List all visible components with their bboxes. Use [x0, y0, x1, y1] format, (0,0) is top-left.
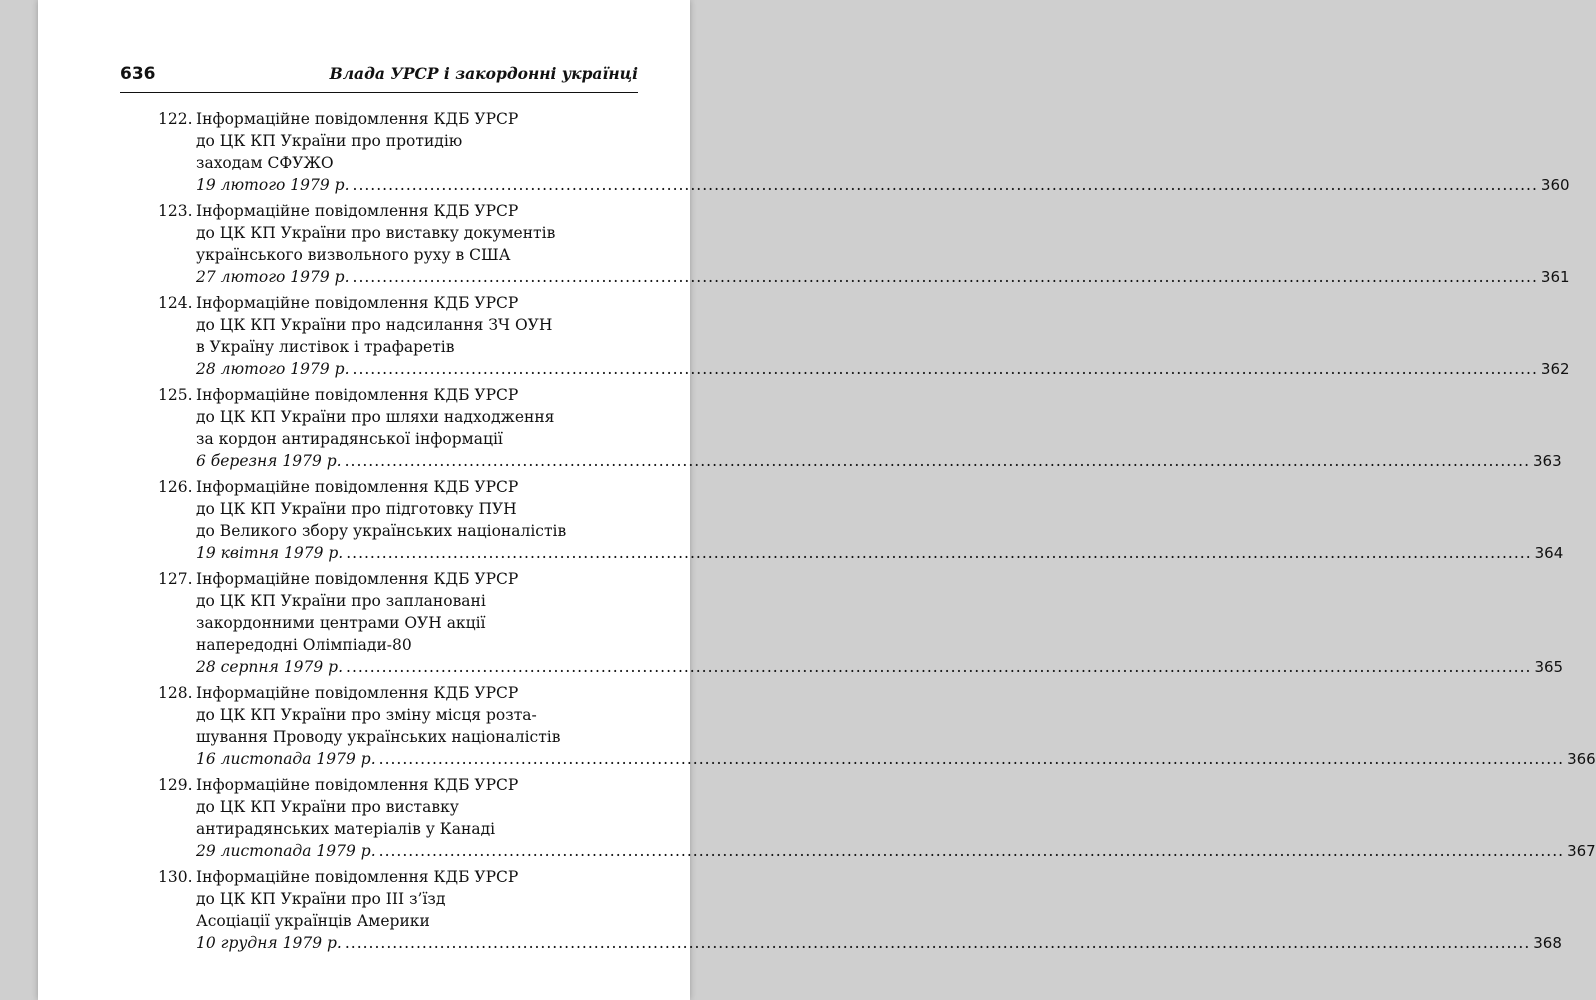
toc-entry-line [158, 476, 640, 498]
entry-title-text: шування Проводу українських націоналістів [196, 728, 561, 746]
toc-entry-line [158, 498, 640, 520]
entry-date: 10 грудня 1979 р. [196, 934, 342, 952]
toc-entry-line [158, 568, 640, 590]
entry-date-line [158, 174, 1570, 196]
toc-entry-line [158, 726, 640, 748]
entry-title-text: до ЦК КП України про протидію [196, 132, 463, 150]
entry-date: 29 листопада 1979 р. [196, 842, 376, 860]
entry-date-line [158, 840, 1596, 862]
entry-title-text: за кордон антирадянської інформації [196, 430, 503, 448]
entry-title-text: Інформаційне повідомлення КДБ УРСР [196, 776, 519, 794]
toc-entry-line [158, 774, 640, 796]
dot-leader: ........................................................................................................................................................................................................ [344, 934, 1531, 952]
entry-title-text: Інформаційне повідомлення КДБ УРСР [196, 868, 519, 886]
toc-entry-line [158, 682, 640, 704]
entry-number: 126. [158, 478, 193, 496]
toc-entry-line [158, 108, 640, 130]
entry-title-text: до ЦК КП України про виставку документів [196, 224, 556, 242]
entry-date-line [158, 266, 1570, 288]
toc-entry-line [158, 200, 640, 222]
dot-leader: ........................................................................................................................................................................................................ [352, 176, 1538, 194]
entry-title-text: Інформаційне повідомлення КДБ УРСР [196, 202, 519, 220]
toc-entry [158, 108, 1570, 196]
dot-leader: ........................................................................................................................................................................................................ [344, 452, 1530, 470]
entry-title-text: до ЦК КП України про ІІІ з’їзд [196, 890, 446, 908]
entry-page-number: 366 [1567, 750, 1596, 768]
dot-leader: ........................................................................................................................................................................................................ [378, 750, 1565, 768]
toc-entry-line [158, 130, 640, 152]
entry-page-number: 362 [1540, 360, 1570, 378]
entry-page-number: 360 [1540, 176, 1570, 194]
page-header [120, 60, 638, 90]
entry-title-text: напередодні Олімпіади-80 [196, 636, 412, 654]
toc-entry-line [158, 888, 640, 910]
toc-entry [158, 200, 1570, 288]
entry-title-text: Асоціації українців Америки [196, 912, 430, 930]
dot-leader: ........................................................................................................................................................................................................ [352, 360, 1538, 378]
entry-title-text: українського визвольного руху в США [196, 246, 511, 264]
dot-leader: ........................................................................................................................................................................................................ [346, 544, 1532, 562]
toc-entry-line [158, 384, 640, 406]
toc-entry-line [158, 796, 640, 818]
entry-title-text: Інформаційне повідомлення КДБ УРСР [196, 478, 519, 496]
toc-entry-line [158, 292, 640, 314]
entry-page-number: 364 [1534, 544, 1564, 562]
entry-title-text: до ЦК КП України про зміну місця розта- [196, 706, 537, 724]
toc-entry-line [158, 244, 640, 266]
entry-date-line [158, 656, 1564, 678]
toc-entry [158, 384, 1562, 472]
toc-entry-line [158, 406, 640, 428]
toc-entry [158, 476, 1564, 564]
entry-title-text: до ЦК КП України про надсилання ЗЧ ОУН [196, 316, 553, 334]
entry-date-line [158, 542, 1564, 564]
toc-entry-line [158, 314, 640, 336]
entry-page-number: 361 [1540, 268, 1570, 286]
entry-page-number: 365 [1534, 658, 1564, 676]
entry-title-text: до ЦК КП України про шляхи надходження [196, 408, 555, 426]
entry-date: 28 серпня 1979 р. [196, 658, 344, 676]
toc-entry-line [158, 336, 640, 358]
entry-page-number: 367 [1567, 842, 1596, 860]
toc-entry-line [158, 704, 640, 726]
toc-entry-line [158, 428, 640, 450]
entry-date: 19 квітня 1979 р. [196, 544, 344, 562]
entry-number: 125. [158, 386, 193, 404]
toc-entries [158, 108, 1596, 958]
toc-entry-line [158, 520, 640, 542]
entry-title-text: Інформаційне повідомлення КДБ УРСР [196, 294, 519, 312]
toc-entry-line [158, 866, 640, 888]
header-rule [120, 92, 638, 93]
entry-number: 123. [158, 202, 193, 220]
entry-number: 129. [158, 776, 193, 794]
entry-title-text: закордонними центрами ОУН акції [196, 614, 486, 632]
entry-title-text: заходам СФУЖО [196, 154, 334, 172]
entry-date: 28 лютого 1979 р. [196, 360, 350, 378]
toc-entry-line [158, 590, 640, 612]
entry-number: 127. [158, 570, 193, 588]
dot-leader: ........................................................................................................................................................................................................ [378, 842, 1565, 860]
toc-entry-line [158, 152, 640, 174]
entry-date: 16 листопада 1979 р. [196, 750, 376, 768]
dot-leader: ........................................................................................................................................................................................................ [346, 658, 1532, 676]
toc-entry [158, 292, 1570, 380]
entry-title-text: до ЦК КП України про виставку [196, 798, 459, 816]
entry-date-line [158, 932, 1562, 954]
toc-entry [158, 774, 1596, 862]
entry-title-text: антирадянських матеріалів у Канаді [196, 820, 496, 838]
toc-entry [158, 568, 1564, 678]
entry-date: 19 лютого 1979 р. [196, 176, 350, 194]
toc-entry [158, 682, 1596, 770]
book-page [38, 0, 1596, 1000]
toc-entry-line [158, 634, 640, 656]
entry-number: 122. [158, 110, 193, 128]
entry-date-line [158, 748, 1596, 770]
entry-date-line [158, 358, 1570, 380]
entry-date-line [158, 450, 1562, 472]
running-title: Влада УРСР і закордонні українці [329, 64, 638, 83]
toc-entry-line [158, 222, 640, 244]
entry-date: 6 березня 1979 р. [196, 452, 342, 470]
entry-page-number: 363 [1533, 452, 1562, 470]
entry-title-text: до ЦК КП України про підготовку ПУН [196, 500, 517, 518]
toc-entry-line [158, 910, 640, 932]
dot-leader: ........................................................................................................................................................................................................ [352, 268, 1538, 286]
toc-entry-line [158, 818, 640, 840]
entry-title-text: до Великого збору українських націоналістів [196, 522, 567, 540]
entry-number: 124. [158, 294, 193, 312]
entry-title-text: в Україну листівок і трафаретів [196, 338, 455, 356]
entry-title-text: Інформаційне повідомлення КДБ УРСР [196, 570, 519, 588]
page-number: 636 [120, 64, 156, 84]
toc-entry [158, 866, 1562, 954]
toc-entry-line [158, 612, 640, 634]
entry-number: 130. [158, 868, 193, 886]
entry-title-text: Інформаційне повідомлення КДБ УРСР [196, 386, 519, 404]
entry-page-number: 368 [1533, 934, 1562, 952]
entry-title-text: Інформаційне повідомлення КДБ УРСР [196, 684, 519, 702]
entry-date: 27 лютого 1979 р. [196, 268, 350, 286]
entry-title-text: до ЦК КП України про заплановані [196, 592, 486, 610]
entry-number: 128. [158, 684, 193, 702]
entry-title-text: Інформаційне повідомлення КДБ УРСР [196, 110, 519, 128]
